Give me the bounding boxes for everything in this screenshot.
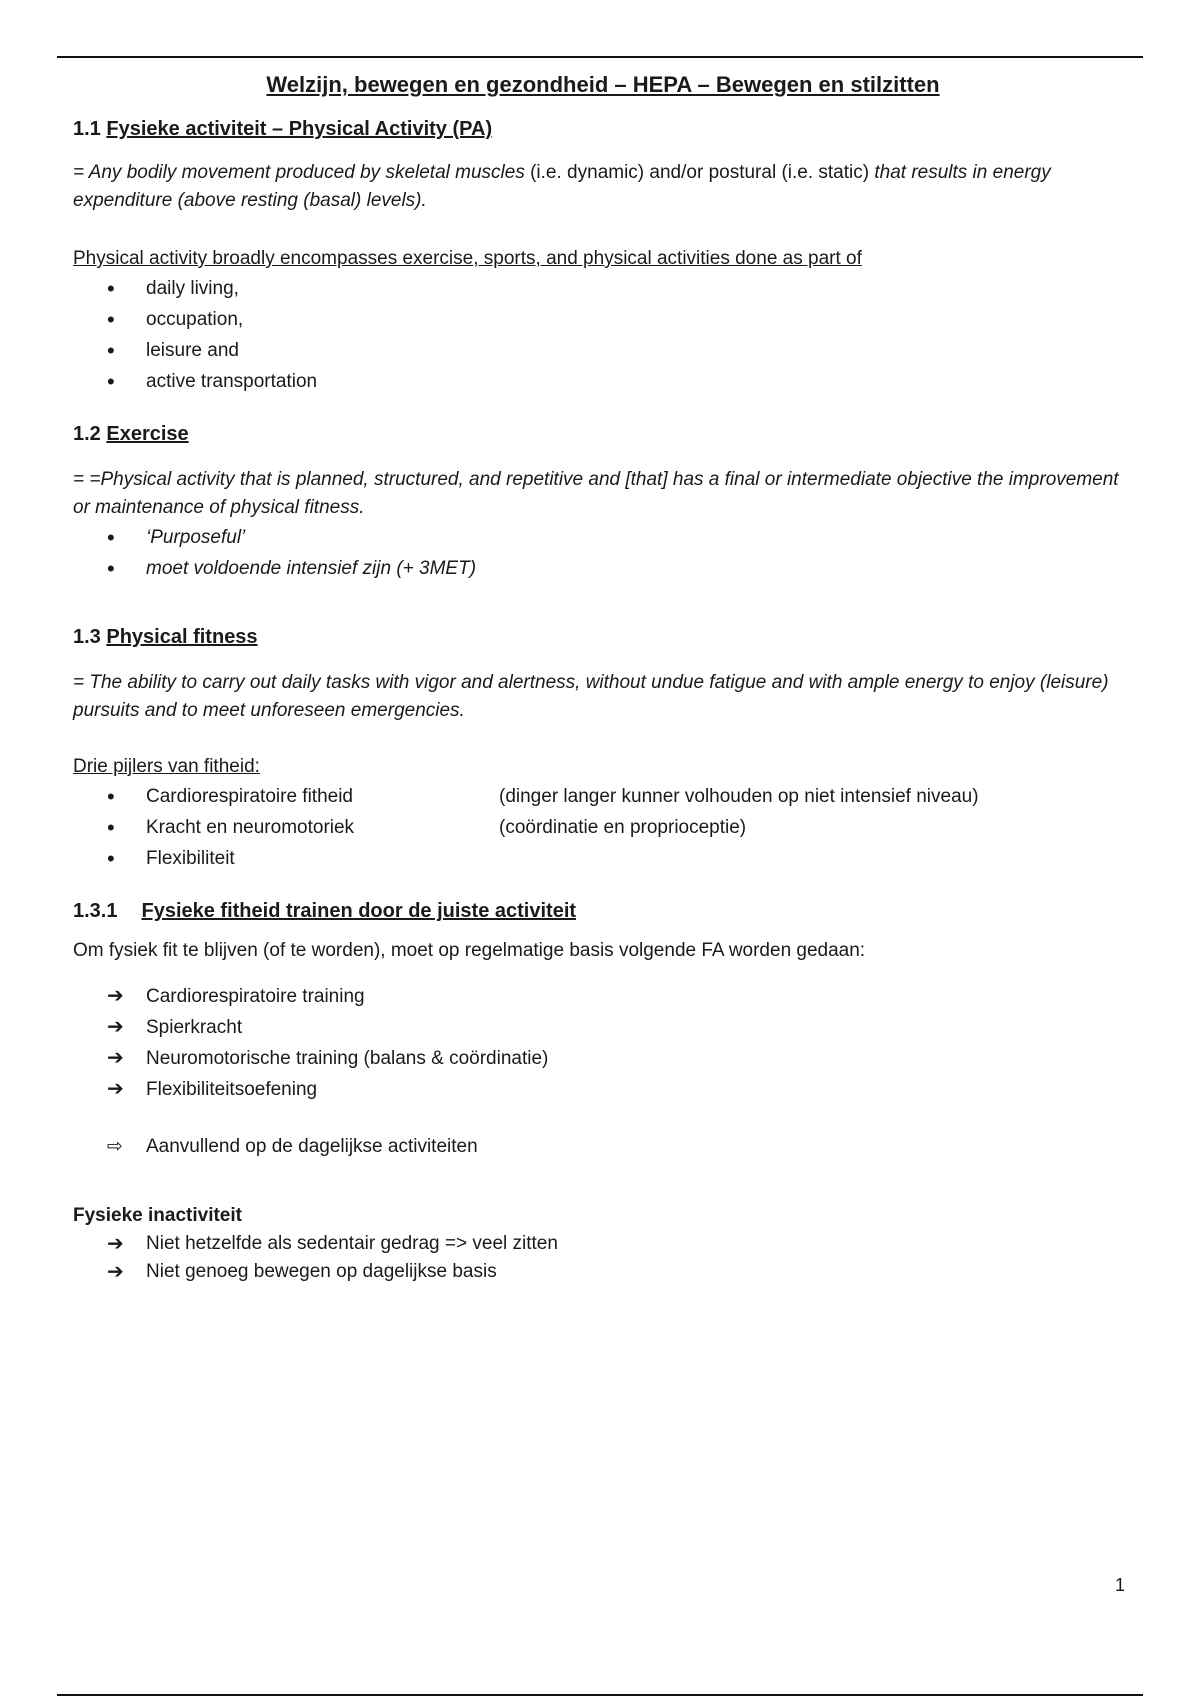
section-title: Exercise: [106, 423, 189, 445]
pillars-list: [73, 781, 1133, 874]
list-item: ⇨ Aanvullend op de dagelijkse activiteiten: [73, 1131, 1133, 1162]
fitness-definition: = The ability to carry out daily tasks with vigor and alertness, without undue fatigue and with ample energy to enjoy (leisure) pursuits and to meet unforeseen emergencies.: [73, 672, 1109, 721]
list-item: • moet voldoende intensief zijn (+ 3MET): [73, 553, 1133, 584]
list-item: ➔ Flexibiliteitsoefening: [73, 1074, 1133, 1105]
pillar-name: Cardiorespiratoire fitheid: [146, 786, 353, 807]
bullet-dot-icon: [107, 366, 137, 399]
section-1-3-1-heading: [73, 900, 1133, 923]
list-item: ➔ Niet hetzelfde als sedentair gedrag => veel zitten: [73, 1230, 1133, 1258]
pa-definition-part-c: that results in energy expenditure (above resting (basal) levels).: [73, 162, 1051, 211]
pa-definition-part-b: (i.e. dynamic) and/or postural (i.e. static): [524, 162, 875, 183]
list-item: • leisure and: [73, 335, 1133, 366]
list-item: • daily living,: [73, 273, 1133, 304]
pa-definition: [73, 159, 1133, 215]
list-item: • ‘Purposeful’: [73, 522, 1133, 553]
bullet-dot-icon: [107, 843, 137, 876]
pillar-name: Kracht en neuromotoriek: [146, 817, 355, 838]
exercise-definition: = =Physical activity that is planned, structured, and repetitive and [that] has a final or intermediate objective the improvement or maintenance of physical fitness.: [73, 469, 1119, 518]
list-item: ➔ Niet genoeg bewegen op dagelijkse basis: [73, 1258, 1133, 1286]
section-number: 1.1: [73, 118, 101, 140]
pa-intro: Physical activity broadly encompasses exercise, sports, and physical activities done as part of: [73, 248, 862, 269]
section-title: Fysieke fitheid trainen door de juiste activiteit: [141, 900, 577, 922]
pillar-note: (dinger langer kunner volhouden op niet intensief niveau): [499, 786, 979, 807]
list-item: [73, 843, 1133, 874]
section-1-1-heading: [73, 118, 1133, 141]
bullet-dot-icon: [107, 273, 137, 306]
hollow-arrow-right-icon: ⇨: [107, 1136, 123, 1157]
inactivity-title: Fysieke inactiviteit: [73, 1205, 242, 1226]
arrow-right-icon: ➔: [107, 1078, 124, 1100]
arrow-right-icon: ➔: [107, 1047, 124, 1069]
bullet-dot-icon: [107, 304, 137, 337]
training-intro: Om fysiek fit te blijven (of te worden), moet op regelmatige basis volgende FA worden gedaan:: [73, 940, 866, 961]
bullet-dot-icon: [107, 781, 137, 814]
list-item: • active transportation: [73, 366, 1133, 397]
section-number: 1.2: [73, 423, 101, 445]
pa-list: [73, 273, 1133, 397]
pillar-note: (coördinatie en proprioceptie): [499, 817, 747, 838]
arrow-right-icon: ➔: [107, 1016, 124, 1038]
document-content: [73, 72, 1133, 1286]
training-list: [73, 981, 1133, 1105]
pillar-name: Flexibiliteit: [146, 848, 235, 869]
list-item: ➔ Neuromotorische training (balans & coördinatie): [73, 1043, 1133, 1074]
list-item: [73, 781, 1133, 812]
bullet-dot-icon: [107, 812, 137, 845]
inactivity-list: [73, 1230, 1133, 1286]
pa-definition-part-a: = Any bodily movement produced by skeletal muscles: [73, 162, 525, 183]
bullet-dot-icon: [107, 553, 137, 586]
document-title: Welzijn, bewegen en gezondheid – HEPA – Bewegen en stilzitten: [266, 72, 940, 97]
list-item: ➔ Cardiorespiratoire training: [73, 981, 1133, 1012]
arrow-right-icon: ➔: [107, 985, 124, 1007]
list-item: [73, 812, 1133, 843]
section-1-3-heading: [73, 626, 1133, 649]
section-title: Physical fitness: [106, 626, 258, 648]
section-1-2-heading: [73, 423, 1133, 446]
page-number: 1: [1115, 1575, 1126, 1595]
pillars-title: Drie pijlers van fitheid:: [73, 756, 260, 777]
top-rule: [57, 56, 1143, 58]
list-item: ➔ Spierkracht: [73, 1012, 1133, 1043]
section-number: 1.3: [73, 626, 101, 648]
arrow-right-icon: ➔: [107, 1261, 124, 1283]
section-number: 1.3.1: [73, 900, 118, 922]
exercise-list: [73, 522, 1133, 584]
bottom-rule: [57, 1694, 1143, 1696]
bullet-dot-icon: [107, 335, 137, 368]
arrow-right-icon: ➔: [107, 1233, 124, 1255]
list-item: • occupation,: [73, 304, 1133, 335]
training-note: [73, 1131, 1133, 1162]
bullet-dot-icon: [107, 522, 137, 555]
section-title: Fysieke activiteit – Physical Activity (PA): [106, 118, 493, 140]
